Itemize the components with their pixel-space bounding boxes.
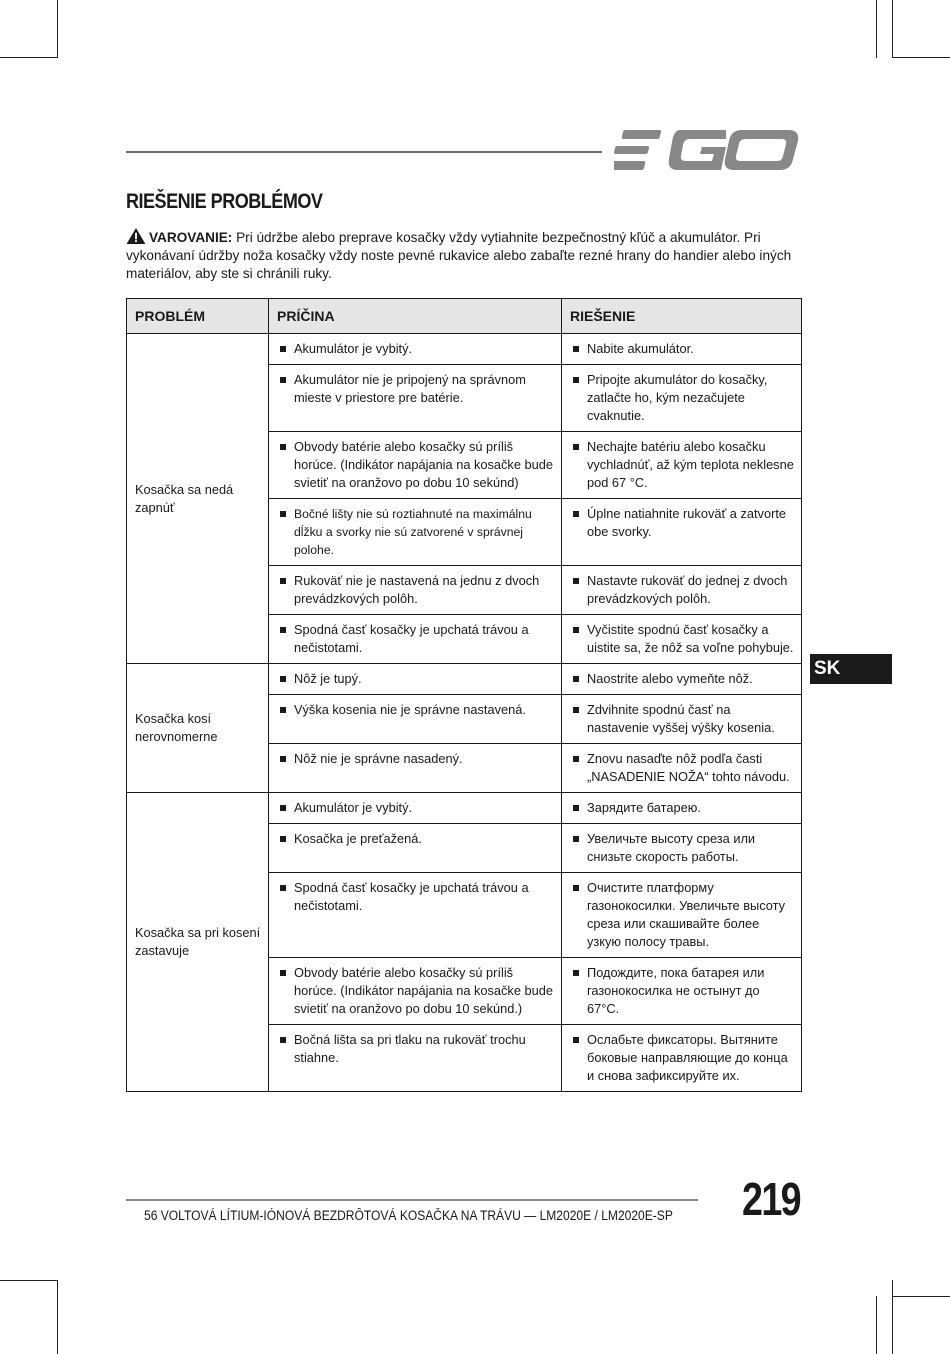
crop-mark: [0, 57, 58, 58]
cause-cell: [269, 566, 562, 615]
column-header-cause: PRÍČINA: [269, 299, 562, 334]
solution-item: Подождите, пока батарея или газонокосилка не остынут до 67°C.: [570, 964, 795, 1018]
solution-cell: [562, 365, 802, 432]
troubleshooting-table: [126, 298, 802, 1092]
ego-logo-mark: [614, 130, 798, 170]
solution-cell: [562, 695, 802, 744]
cause-item: Rukoväť nie je nastavená na jednu z dvoch prevádzkových polôh.: [277, 572, 555, 608]
solution-item: Vyčistite spodnú časť kosačky a uistite sa, že nôž sa voľne pohybuje.: [570, 621, 795, 657]
cause-item: Nôž je tupý.: [277, 670, 555, 688]
footer-text: 56 VOLTOVÁ LÍTIUM-IÓNOVÁ BEZDRÔTOVÁ KOSAČKA NA TRÁVU — LM2020E / LM2020E-SP: [144, 1208, 673, 1223]
solution-cell: [562, 824, 802, 873]
cause-cell: [269, 695, 562, 744]
solution-cell: [562, 1025, 802, 1092]
crop-mark: [57, 1280, 58, 1354]
solution-item: Naostrite alebo vymeňte nôž.: [570, 670, 795, 688]
cause-item: Bočná lišta sa pri tlaku na rukoväť trochu stiahne.: [277, 1031, 555, 1067]
page-title: RIEŠENIE PROBLÉMOV: [126, 190, 323, 213]
warning-paragraph: [126, 228, 806, 283]
solution-item: Nechajte batériu alebo kosačku vychladnúť, až kým teplota neklesne pod 67 °C.: [570, 438, 795, 492]
solution-item: Úplne natiahnite rukoväť a zatvorte obe svorky.: [570, 505, 795, 541]
cause-item: Akumulátor je vybitý.: [277, 340, 555, 358]
cause-cell: [269, 824, 562, 873]
crop-mark: [892, 0, 893, 58]
solution-cell: [562, 958, 802, 1025]
crop-mark: [892, 1296, 950, 1297]
ego-logo: [614, 128, 800, 172]
solution-cell: [562, 334, 802, 365]
cause-item: Kosačka je preťažená.: [277, 830, 555, 848]
cause-cell: [269, 1025, 562, 1092]
cause-cell: [269, 793, 562, 824]
crop-mark: [876, 1296, 877, 1354]
solution-item: Увеличьте высоту среза или снизьте скорость работы.: [570, 830, 795, 866]
page-number: 219: [742, 1173, 801, 1225]
table-row: [127, 334, 802, 365]
cause-item: Obvody batérie alebo kosačky sú príliš horúce. (Indikátor napájania na kosačke bude svietiť na oranžovo po dobu 10 sekúnd): [277, 438, 555, 492]
cause-cell: [269, 432, 562, 499]
solution-item: Nastavte rukoväť do jednej z dvoch prevádzkových polôh.: [570, 572, 795, 608]
solution-cell: [562, 793, 802, 824]
crop-mark: [892, 1280, 893, 1354]
footer-rule: [126, 1199, 698, 1201]
table-header-row: [127, 299, 802, 334]
cause-cell: [269, 499, 562, 566]
header-rule: [126, 151, 602, 153]
crop-mark: [57, 0, 58, 58]
table-row: [127, 793, 802, 824]
problem-cell: Kosačka sa pri kosení zastavuje: [127, 793, 269, 1092]
problem-cell: Kosačka kosí nerovnomerne: [127, 664, 269, 793]
crop-mark: [892, 57, 950, 58]
solution-item: Zdvihnite spodnú časť na nastavenie vyššej výšky kosenia.: [570, 701, 795, 737]
solution-cell: [562, 432, 802, 499]
solution-item: Pripojte akumulátor do kosačky, zatlačte ho, kým nezačujete cvaknutie.: [570, 371, 795, 425]
cause-item: Obvody batérie alebo kosačky sú príliš horúce. (Indikátor napájania na kosačke bude svietiť na oranžovo po dobu 10 sekúnd.): [277, 964, 555, 1018]
solution-cell: [562, 615, 802, 664]
cause-cell: [269, 615, 562, 664]
solution-item: Nabite akumulátor.: [570, 340, 795, 358]
cause-item: Nôž nie je správne nasadený.: [277, 750, 555, 768]
cause-item: Akumulátor je vybitý.: [277, 799, 555, 817]
crop-mark: [0, 1280, 58, 1281]
column-header-problem: PROBLÉM: [127, 299, 269, 334]
warning-label: VAROVANIE:: [149, 230, 233, 245]
column-header-solution: RIEŠENIE: [562, 299, 802, 334]
solution-item: Зарядите батарею.: [570, 799, 795, 817]
cause-item: Akumulátor nie je pripojený na správnom mieste v priestore pre batérie.: [277, 371, 555, 407]
solution-cell: [562, 664, 802, 695]
problem-cell: Kosačka sa nedá zapnúť: [127, 334, 269, 664]
solution-item: Znovu nasaďte nôž podľa časti „NASADENIE NOŽA“ tohto návodu.: [570, 750, 795, 786]
cause-cell: [269, 334, 562, 365]
cause-cell: [269, 958, 562, 1025]
solution-cell: [562, 873, 802, 958]
solution-item: Очистите платформу газонокосилки. Увеличьте высоту среза или скашивайте более узкую полосу травы.: [570, 879, 795, 951]
table-row: [127, 664, 802, 695]
cause-cell: [269, 744, 562, 793]
solution-cell: [562, 566, 802, 615]
cause-cell: [269, 365, 562, 432]
warning-triangle-icon: [126, 228, 146, 244]
language-tab: SK: [810, 654, 892, 684]
solution-item: Ослабьте фиксаторы. Вытяните боковые направляющие до конца и снова зафиксируйте их.: [570, 1031, 795, 1085]
solution-cell: [562, 744, 802, 793]
cause-cell: [269, 873, 562, 958]
cause-item: Spodná časť kosačky je upchatá trávou a nečistotami.: [277, 879, 555, 915]
cause-cell: [269, 664, 562, 695]
cause-item: Spodná časť kosačky je upchatá trávou a nečistotami.: [277, 621, 555, 657]
cause-item: Výška kosenia nie je správne nastavená.: [277, 701, 555, 719]
cause-item: Bočné lišty nie sú roztiahnuté na maximálnu dĺžku a svorky nie sú zatvorené v správnej polohe.: [277, 505, 555, 559]
solution-cell: [562, 499, 802, 566]
warning-text: Pri údržbe alebo preprave kosačky vždy vytiahnite bezpečnostný kľúč a akumulátor. Pri vykonávaní údržby noža kosačky vždy noste pevné rukavice alebo zabaľte rezné hrany do handier alebo iných materiálov, aby ste si chránili ruky.: [126, 230, 792, 281]
crop-mark: [876, 0, 877, 58]
